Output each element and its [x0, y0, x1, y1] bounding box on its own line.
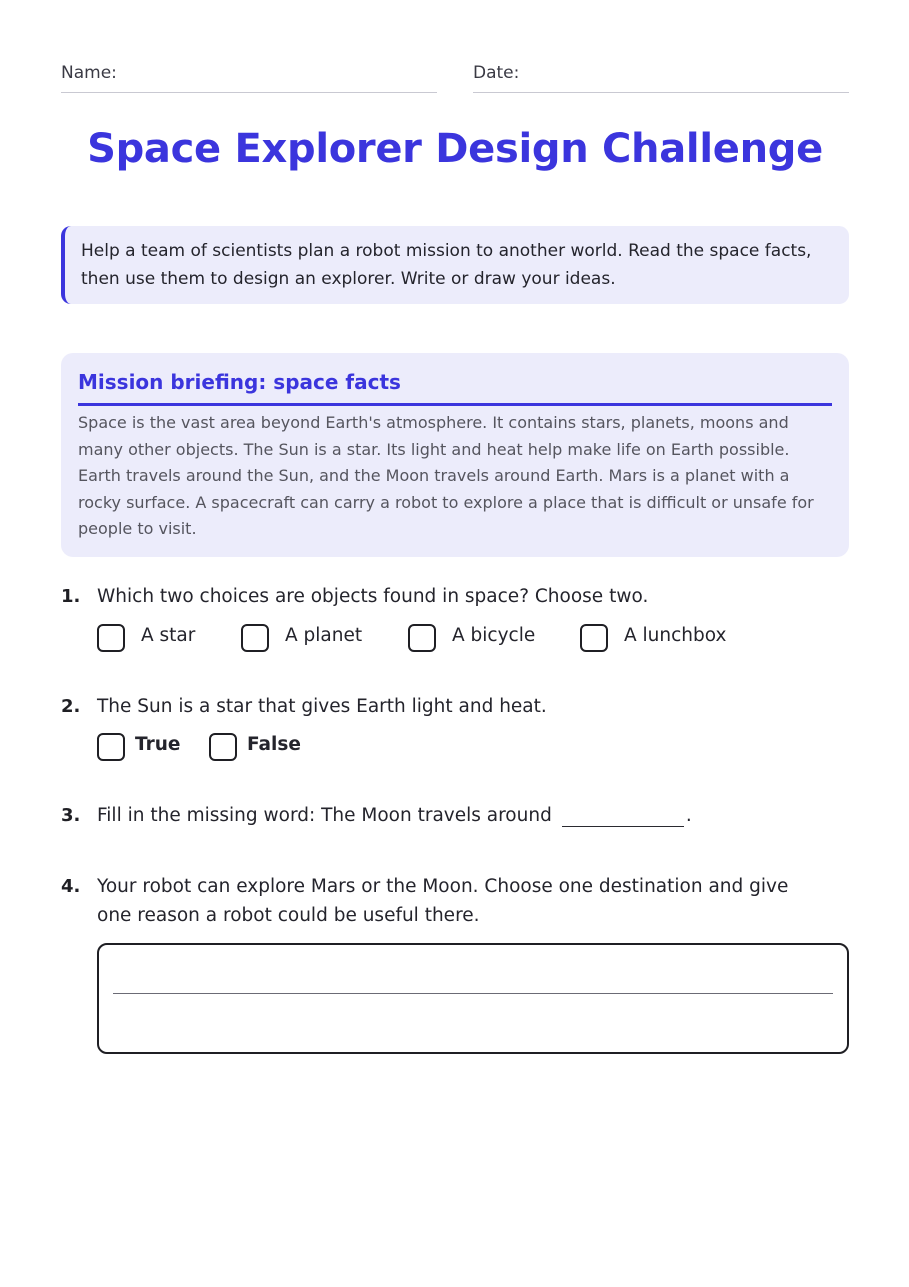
- date-label: Date:: [473, 63, 520, 83]
- fill-in-blank[interactable]: [562, 804, 684, 827]
- briefing-heading: Mission briefing: space facts: [78, 367, 832, 406]
- question-number: 2.: [61, 696, 81, 717]
- checkbox[interactable]: [97, 624, 125, 652]
- intro-callout: Help a team of scientists plan a robot mission to another world. Read the space facts, then use them to design an explorer. Write or draw your ideas.: [61, 226, 849, 304]
- question-text: Which two choices are objects found in space? Choose two.: [97, 586, 649, 607]
- briefing-text: Space is the vast area beyond Earth's atmosphere. It contains stars, planets, moons and many other objects. The Sun is a star. Its light and heat help make life on Earth possible. Earth travels around the Sun, and the Moon travels around Earth. Mars is a planet with a rocky surface. A spacecraft can carry a robot to explore a place that is difficult or unsafe for people to visit.: [78, 413, 814, 538]
- choice-label: False: [247, 734, 301, 755]
- page-title: Space Explorer Design Challenge: [87, 126, 823, 172]
- checkbox[interactable]: [97, 733, 125, 761]
- name-label: Name:: [61, 63, 117, 83]
- choice-label: True: [135, 734, 181, 755]
- date-field[interactable]: [473, 60, 849, 93]
- choice-label: A planet: [285, 625, 363, 646]
- question-text: The Sun is a star that gives Earth light and heat.: [97, 696, 547, 717]
- answer-line: [113, 993, 833, 994]
- checkbox[interactable]: [580, 624, 608, 652]
- question-text-after: .: [685, 805, 692, 826]
- question-number: 1.: [61, 586, 81, 607]
- checkbox[interactable]: [209, 733, 237, 761]
- answer-box[interactable]: [97, 943, 849, 1054]
- question-text: [97, 801, 827, 830]
- question-number: 4.: [61, 876, 81, 897]
- briefing-panel: [61, 353, 849, 557]
- choice-label: A lunchbox: [624, 625, 727, 646]
- choice-label: A star: [141, 625, 196, 646]
- checkbox[interactable]: [408, 624, 436, 652]
- question-number: 3.: [61, 805, 81, 826]
- question-text-before: Fill in the missing word: The Moon travels around: [97, 805, 552, 826]
- checkbox[interactable]: [241, 624, 269, 652]
- question-text: Your robot can explore Mars or the Moon. Choose one destination and give one reason a robot could be useful there.: [97, 876, 789, 926]
- name-field[interactable]: [61, 60, 437, 93]
- header-fields: [61, 60, 849, 94]
- choice-label: A bicycle: [452, 625, 536, 646]
